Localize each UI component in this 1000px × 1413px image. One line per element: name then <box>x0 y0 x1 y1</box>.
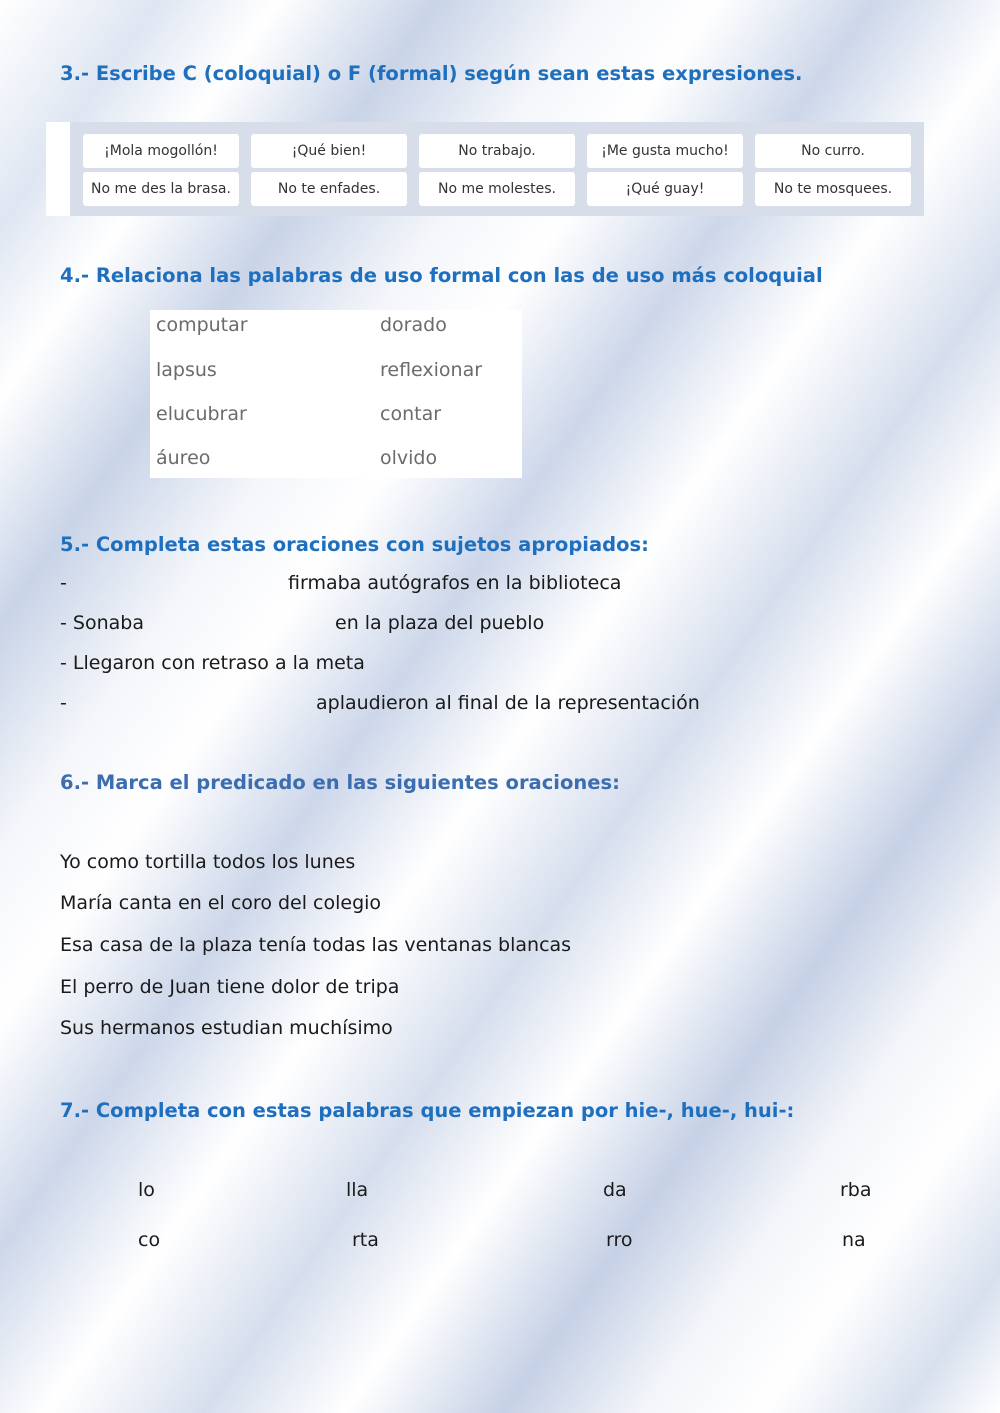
colloquial-word: dorado <box>380 314 447 336</box>
colloquial-word: olvido <box>380 447 438 469</box>
formal-word: áureo <box>156 447 211 469</box>
word-fragment: rba <box>840 1179 872 1201</box>
sentence-1-dash: - <box>60 572 67 594</box>
colloquial-word: reflexionar <box>380 359 483 381</box>
section-4-heading: 4.- Relaciona las palabras de uso formal con las de uso más coloquial <box>60 264 823 287</box>
predicate-sentence: Sus hermanos estudian muchísimo <box>60 1017 393 1039</box>
predicate-sentence: El perro de Juan tiene dolor de tripa <box>60 976 400 998</box>
sentence-2-start: - Sonaba <box>60 612 144 634</box>
panel-edge <box>46 122 70 216</box>
expression-chip: ¡Me gusta mucho! <box>587 134 743 168</box>
expression-chip: No me molestes. <box>419 172 575 206</box>
expression-chip: ¡Qué bien! <box>251 134 407 168</box>
colloquial-word: contar <box>380 403 442 425</box>
sentence-3-text: - Llegaron con retraso a la meta <box>60 652 365 674</box>
section-5-heading: 5.- Completa estas oraciones con sujetos apropiados: <box>60 533 649 556</box>
formal-word: computar <box>156 314 248 336</box>
sentence-2-end: en la plaza del pueblo <box>335 612 545 634</box>
word-fragment: da <box>603 1179 627 1201</box>
expression-chip: No curro. <box>755 134 911 168</box>
sentence-4-dash: - <box>60 692 67 714</box>
expression-chip: No me des la brasa. <box>83 172 239 206</box>
word-fragment: co <box>138 1229 161 1251</box>
predicate-sentence: Esa casa de la plaza tenía todas las ventanas blancas <box>60 934 572 956</box>
word-fragment: na <box>842 1229 866 1251</box>
sentence-1-text: firmaba autógrafos en la biblioteca <box>288 572 622 594</box>
predicate-sentence: María canta en el coro del colegio <box>60 892 382 914</box>
section-3-heading: 3.- Escribe C (coloquial) o F (formal) según sean estas expresiones. <box>60 62 803 85</box>
predicate-sentence: Yo como tortilla todos los lunes <box>60 851 356 873</box>
section-7-heading: 7.- Completa con estas palabras que empiezan por hie-, hue-, hui-: <box>60 1099 795 1122</box>
expression-chip: No te mosquees. <box>755 172 911 206</box>
expression-chip: No trabajo. <box>419 134 575 168</box>
section-6-heading: 6.- Marca el predicado en las siguientes oraciones: <box>60 771 620 794</box>
expression-chip: No te enfades. <box>251 172 407 206</box>
formal-word: elucubrar <box>156 403 247 425</box>
word-fragment: rro <box>606 1229 633 1251</box>
word-fragment: lo <box>138 1179 155 1201</box>
formal-word: lapsus <box>156 359 217 381</box>
word-fragment: rta <box>352 1229 379 1251</box>
word-fragment: lla <box>346 1179 369 1201</box>
expression-chip: ¡Mola mogollón! <box>83 134 239 168</box>
sentence-4-text: aplaudieron al final de la representación <box>316 692 700 714</box>
expression-chip: ¡Qué guay! <box>587 172 743 206</box>
